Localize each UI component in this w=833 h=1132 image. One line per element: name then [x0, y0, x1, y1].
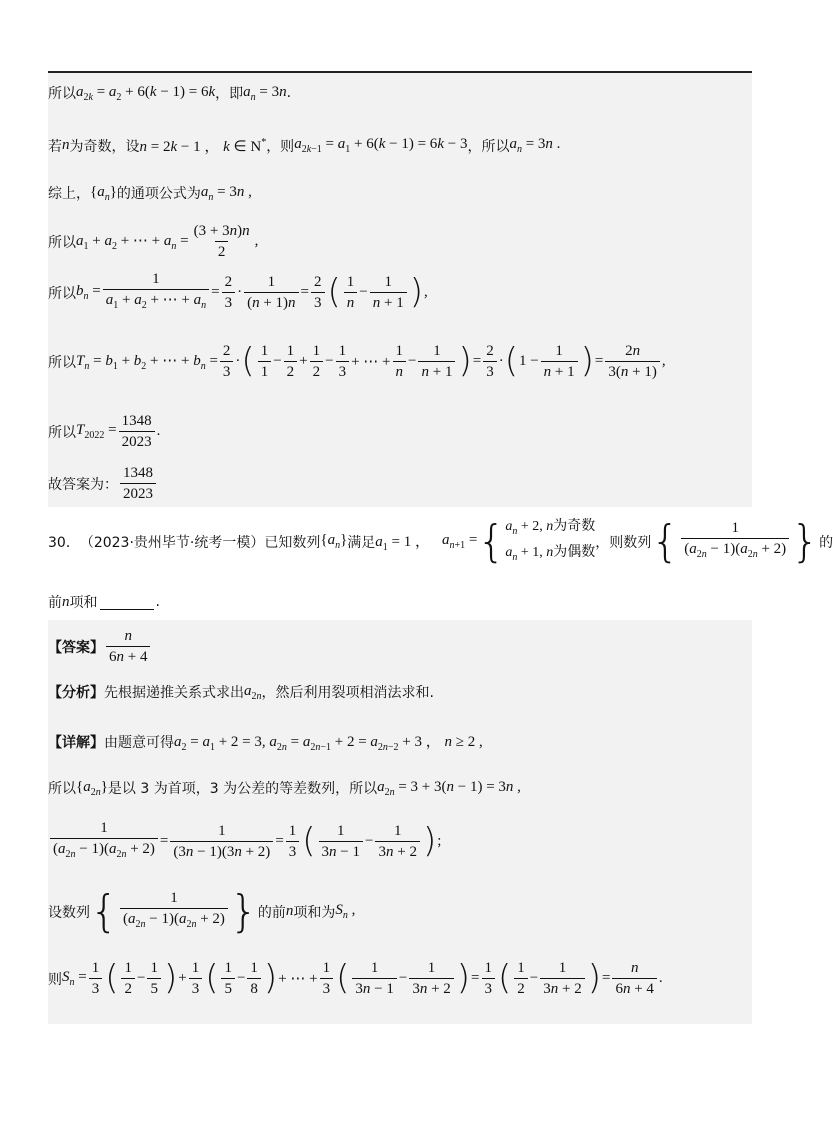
line-bn: 所以 $b_n$ = $\frac{1}{a_1 + a_2 + \cdots + a_n}$ = $\frac{2}{3}$ · $\frac{1}{(n + 1)n}$ = $\frac{2}{3}$ ( $\frac{1}{n}$ − $\frac{1}{n + 1}$ ) ,: [48, 271, 428, 313]
analysis-line: 【分析】 先根据递推关系式求出 $a_{2n}$ ，然后利用裂项相消法求和.: [48, 682, 434, 702]
question-30-line2: 前 n 项和 .: [48, 593, 160, 611]
question-30: 30． （2023·贵州毕节·统考一模）已知数列 $\{a_n\}$ 满足 $a_1 = 1$ ， $a_{n+1}$ = { $a_n + 2$, n为奇数 $a_n + 1$, n为偶数 ，则数列 { $\frac{1}{(a_{2n} - 1)(a_{2n} + 2)}$ } 的: [48, 516, 833, 568]
line-summary: 综上， $\{a_n\}$ 的通项公式为 $a_n = 3n$ ,: [48, 183, 252, 203]
detail-line5: 则 $S_n$ = $\frac{1}{3}$ ( $\frac{1}{2}$ − $\frac{1}{5}$ ) + $\frac{1}{3}$ ( $\frac{1}{5}$ − $\frac{1}{8}$ ) + ⋯ + $\frac{1}{3}$ ( $\frac{1}{3n - 1}$ − $\frac{1}{3n + 2}$ ) = $\frac{1}{3}$ ( $\frac{1}{2}$ − $\frac{1}{3n + 2}$ ) = $\frac{n}{6n + 4}$ .: [48, 958, 663, 999]
detail-line4: 设数列 { $\frac{1}{(a_{2n} - 1)(a_{2n} + 2)}$ } 的前 n 项和为 $S_n$ ,: [48, 885, 356, 937]
line-a2k: 所以 $a_{2k} = a_2 + 6(k - 1) = 6k$ ，即 $a_n = 3n$ .: [48, 83, 292, 103]
solution-panel-lower: [48, 620, 752, 1024]
line-tn: 所以 $T_n = b_1 + b_2$ + ⋯ + $b_n$ = $\frac{2}{3}$ · ( $\frac{1}{1}$ − $\frac{1}{2}$ + $\frac{1}{2}$ − $\frac{1}{3}$ + ⋯ + $\frac{1}{n}$ − $\frac{1}{n + 1}$ ) = $\frac{2}{3}$ · ( 1 − $\frac{1}{n + 1}$ ) = $\frac{2n}{3(n + 1)}$ ,: [48, 341, 666, 382]
answer-line: 【答案】 $\frac{n}{6n + 4}$: [48, 628, 152, 665]
line-odd-case: 若 n 为奇数，设 n = 2k − 1 ， k ∈ N* ，则 $a_{2k-1} = a_1 + 6(k - 1) = 6k - 3$ ，所以 $a_n = 3n$ .: [48, 136, 561, 155]
solution-panel-upper: [48, 73, 752, 507]
answer-blank: [100, 595, 154, 610]
detail-line1: 【详解】 由题意可得 $a_2 = a_1 + 2 = 3$, $a_{2n} = a_{2n-1} + 2 = a_{2n-2} + 3$ ， n ≥ 2 ,: [48, 734, 483, 753]
detail-line3: $\frac{1}{(a_{2n} - 1)(a_{2n} + 2)}$ = $\frac{1}{(3n - 1)(3n + 2)}$ = $\frac{1}{3}$ ( $\frac{1}{3n - 1}$ − $\frac{1}{3n + 2}$ ) ;: [48, 820, 441, 863]
line-final-answer: 故答案为： $\frac{1348}{2023}$: [48, 465, 158, 502]
line-sum-an: 所以 $a_1 + a_2$ + ⋯ + $a_n$ = $\frac{(3 + 3n)n}{2}$ ,: [48, 223, 259, 260]
detail-line2: 所以 $\{a_{2n}\}$ 是以 3 为首项，3 为公差的等差数列，所以 $a_{2n} = 3 + 3(n - 1) = 3n$ ,: [48, 778, 521, 798]
line-t2022: 所以 $T_{2022}$ = $\frac{1348}{2023}$ .: [48, 413, 161, 450]
